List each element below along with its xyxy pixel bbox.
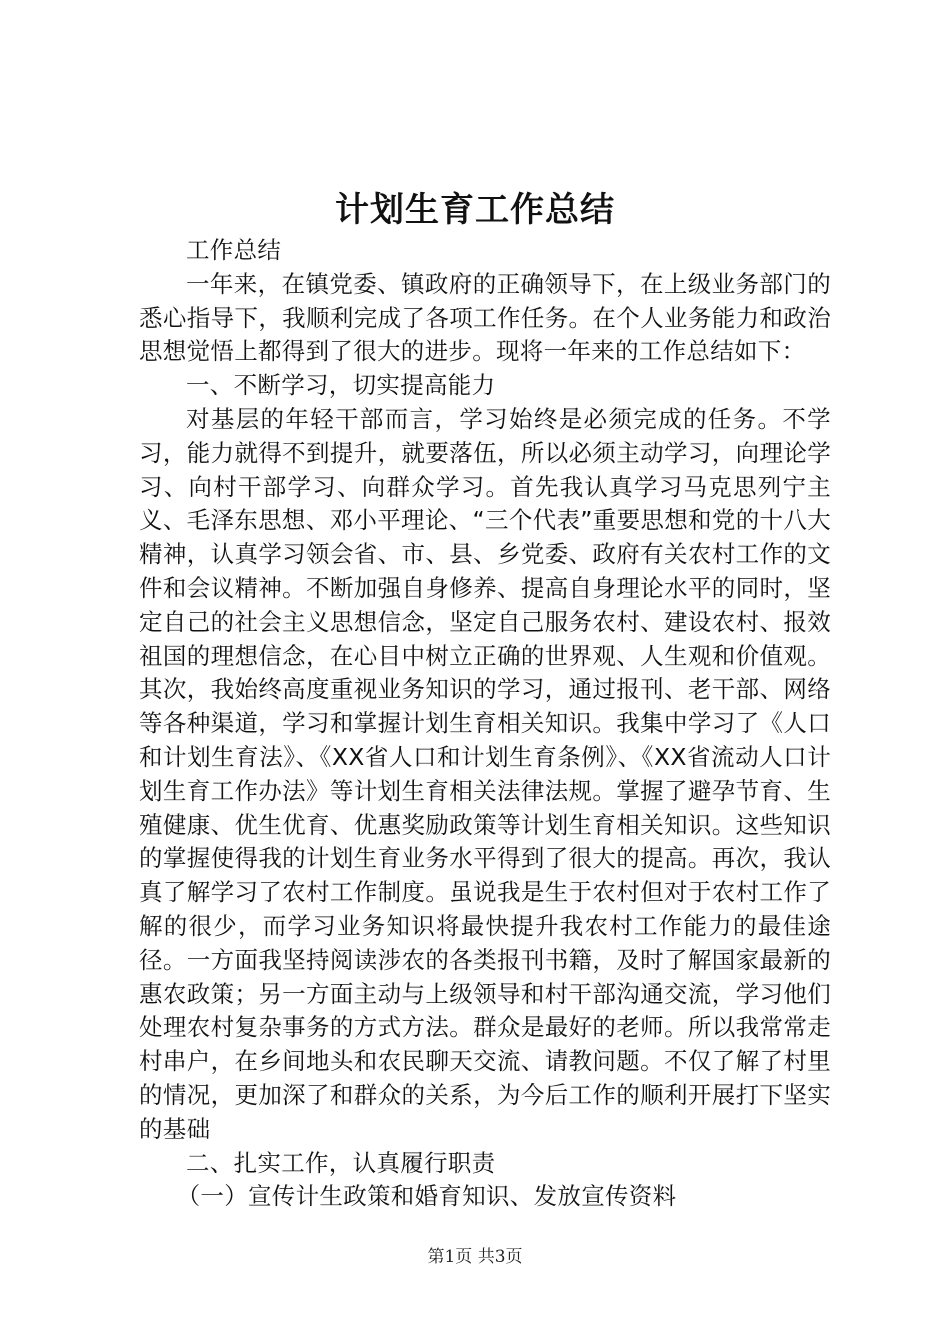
paragraph-learning: 对基层的年轻干部而言，学习始终是必须完成的任务。不学习，能力就得不到提升，就要落伍，所以必须主动学习，向理论学习、向村干部学习、向群众学习。首先我认真学习马克思列宁主义、毛泽东思想、邓小平理论、“三个代表”重要思想和党的十八大精神，认真学习领会省、市、县、乡党委、政府有关农村工作的文件和会议精神。不断加强自身修养、提高自身理论水平的同时，坚定自己的社会主义思想信念，坚定自己服务农村、建设农村、报效祖国的理想信念，在心目中树立正确的世界观、人生观和价值观。其次，我始终高度重视业务知识的学习，通过报刊、老干部、网络等各种渠道，学习和掌握计划生育相关知识。我集中学习了《人口和计划生育法》、《XX省人口和计划生育条例》、《XX省流动人口计划生育工作办法》等计划生育相关法律法规。掌握了避孕节育、生殖健康、优生优育、优惠奖励政策等计划生育相关知识。这些知识的掌握使得我的计划生育业务水平得到了很大的提高。再次，我认真了解学习了农村工作制度。虽说我是生于农村但对于农村工作了解的很少，而学习业务知识将最快提升我农村工作能力的最佳途径。一方面我坚持阅读涉农的各类报刊书籍，及时了解国家最新的惠农政策；另一方面主动与上级领导和村干部沟通交流，学习他们处理农村复杂事务的方式方法。群众是最好的老师。所以我常常走村串户，在乡间地头和农民聊天交流、请教问题。不仅了解了村里的情况，更加深了和群众的关系，为今后工作的顺利开展打下坚实的基础 bbox=[139, 404, 831, 1143]
subsection-heading-1: （一）宣传计生政策和婚育知识、发放宣传资料 bbox=[176, 1182, 677, 1211]
document-title: 计划生育工作总结 bbox=[335, 190, 615, 230]
section-heading-1: 一、不断学习，切实提高能力 bbox=[186, 371, 496, 400]
section-heading-2: 二、扎实工作，认真履行职责 bbox=[186, 1148, 496, 1177]
page-footer: 第1页 共3页 bbox=[427, 1247, 523, 1267]
paragraph-heading-summary: 工作总结 bbox=[186, 236, 282, 264]
paragraph-intro: 一年来，在镇党委、镇政府的正确领导下，在上级业务部门的悉心指导下，我顺利完成了各项工作任务。在个人业务能力和政治思想觉悟上都得到了很大的进步。现将一年来的工作总结如下： bbox=[139, 269, 831, 366]
document-body bbox=[139, 234, 831, 1214]
